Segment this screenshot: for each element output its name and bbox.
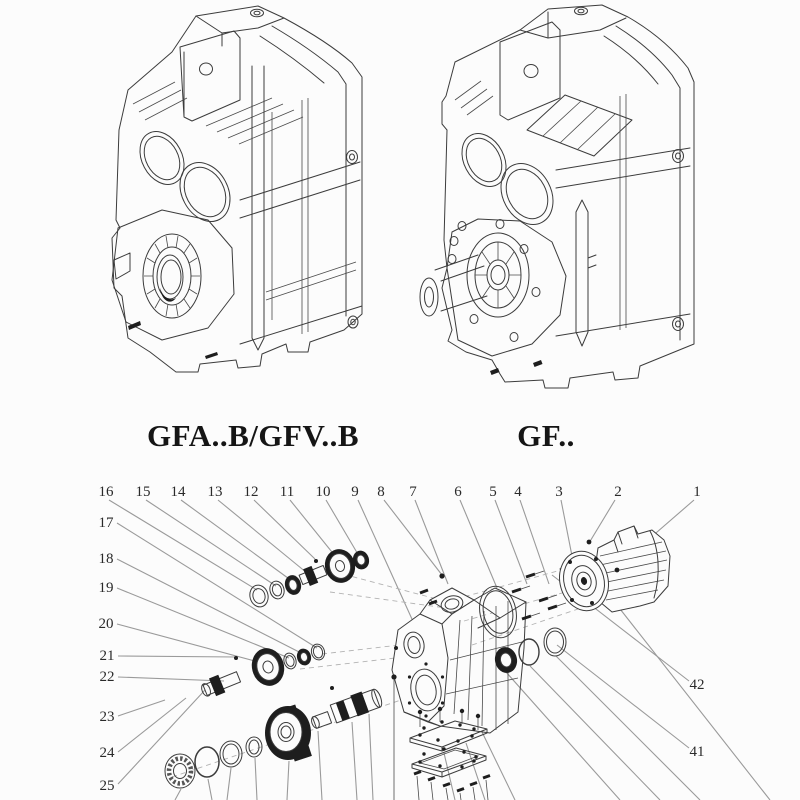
callout-number-23: 23 (99, 709, 115, 725)
callout-line-20 (117, 624, 266, 664)
callout-number-42: 42 (689, 677, 705, 693)
callout-line-6 (460, 500, 497, 588)
motor-assembly (553, 526, 670, 616)
callout-number-15: 15 (135, 484, 151, 500)
gf-output-flange (467, 233, 529, 317)
gfab-upper-bore-2 (170, 154, 240, 230)
gf-housing-outline (442, 5, 694, 388)
callout-number-10: 10 (315, 484, 331, 500)
callout-number-9: 9 (351, 484, 359, 500)
callout-number-18: 18 (98, 551, 114, 567)
gf-ribs-right (543, 101, 615, 150)
gfab-octagon-face (112, 210, 234, 340)
callout-number-22: 22 (99, 669, 115, 685)
callout-number-20: 20 (98, 616, 114, 632)
gf-ribs-left (455, 81, 493, 115)
gfab-ribs-right (206, 98, 303, 144)
snap-ring-motor (519, 639, 539, 665)
callout-number-11: 11 (279, 484, 295, 500)
callout-number-4: 4 (514, 484, 522, 500)
gearbox-drawing-gfab (112, 6, 362, 372)
screw-21 (234, 656, 238, 660)
gfab-output-bearing (143, 234, 201, 318)
gf-bracket (500, 22, 560, 120)
callout-line-24 (118, 698, 186, 752)
callout-number-21: 21 (99, 648, 115, 664)
callout-line-21 (118, 656, 236, 657)
retaining-ring-41 (544, 628, 566, 656)
callout-number-14: 14 (170, 484, 186, 500)
housing-vent-plug (439, 573, 444, 578)
model-label-gf: GF.. (517, 418, 575, 453)
callout-line-14 (181, 500, 292, 581)
bearing-2 (295, 647, 313, 667)
model-label-gfab: GFA..B/GFV..B (146, 418, 360, 453)
output-bearing (165, 754, 195, 788)
gfab-ribs-left (133, 82, 187, 120)
exploded-diagram (99, 484, 771, 800)
callout-number-13: 13 (207, 484, 223, 500)
gf-lifting-hole (575, 7, 588, 15)
input-shaft-parts (247, 546, 371, 609)
callout-number-12: 12 (243, 484, 259, 500)
output-shaft-parts (165, 686, 384, 788)
base-plates (410, 707, 490, 800)
callout-number-6: 6 (454, 484, 462, 500)
callout-line-22 (118, 677, 224, 681)
spacer-sleeve (310, 712, 331, 730)
cutoff-leader-lines (175, 600, 770, 800)
motor-side-bearing (493, 645, 520, 675)
callout-line-10 (326, 500, 359, 556)
gearbox-drawing-gf (420, 5, 694, 388)
callout-line-15 (146, 500, 276, 586)
callout-number-41: 41 (689, 744, 705, 760)
callout-number-1: 1 (693, 484, 701, 500)
callout-number-8: 8 (377, 484, 385, 500)
gf-flange-face (447, 219, 566, 356)
callout-line-2 (589, 500, 615, 543)
pinion-shaft-2 (199, 668, 242, 700)
callout-line-12 (254, 500, 315, 559)
gear-3-main (265, 705, 312, 762)
gear-2 (248, 645, 289, 690)
callout-number-2: 2 (614, 484, 622, 500)
screw-shaft-end (330, 686, 334, 690)
callout-line-18 (117, 559, 303, 654)
washer-out (246, 737, 262, 757)
callout-number-7: 7 (409, 484, 417, 500)
callout-line-41 (557, 645, 689, 748)
callout-number-17: 17 (98, 515, 114, 531)
callout-number-24: 24 (99, 745, 115, 761)
motor-screw-2 (587, 540, 592, 545)
callout-line-3 (561, 500, 572, 556)
ring-out (220, 741, 242, 767)
gf-upper-bore-1 (453, 126, 515, 194)
gfab-bracket (180, 31, 240, 121)
screw-12 (314, 559, 318, 563)
motor-side-rings (475, 567, 568, 675)
pinion-shaft-1 (298, 562, 329, 588)
gf-output-shaft (420, 255, 487, 316)
callout-line-8 (384, 500, 442, 575)
gear-1 (321, 546, 359, 587)
gfab-upper-bore-1 (131, 124, 193, 192)
callout-number-16: 16 (98, 484, 114, 500)
callout-number-19: 19 (98, 580, 114, 596)
callout-number-5: 5 (489, 484, 497, 500)
callout-number-3: 3 (555, 484, 563, 500)
washer-2 (282, 652, 298, 671)
callout-line-5 (495, 500, 527, 584)
hollow-output-shaft (330, 686, 385, 724)
callout-number-25: 25 (99, 778, 115, 794)
callout-line-23 (118, 700, 165, 716)
cover-plate (410, 721, 487, 751)
callout-line-7 (415, 500, 448, 584)
gfab-lifting-hole (251, 9, 264, 17)
callout-line-4 (520, 500, 549, 584)
